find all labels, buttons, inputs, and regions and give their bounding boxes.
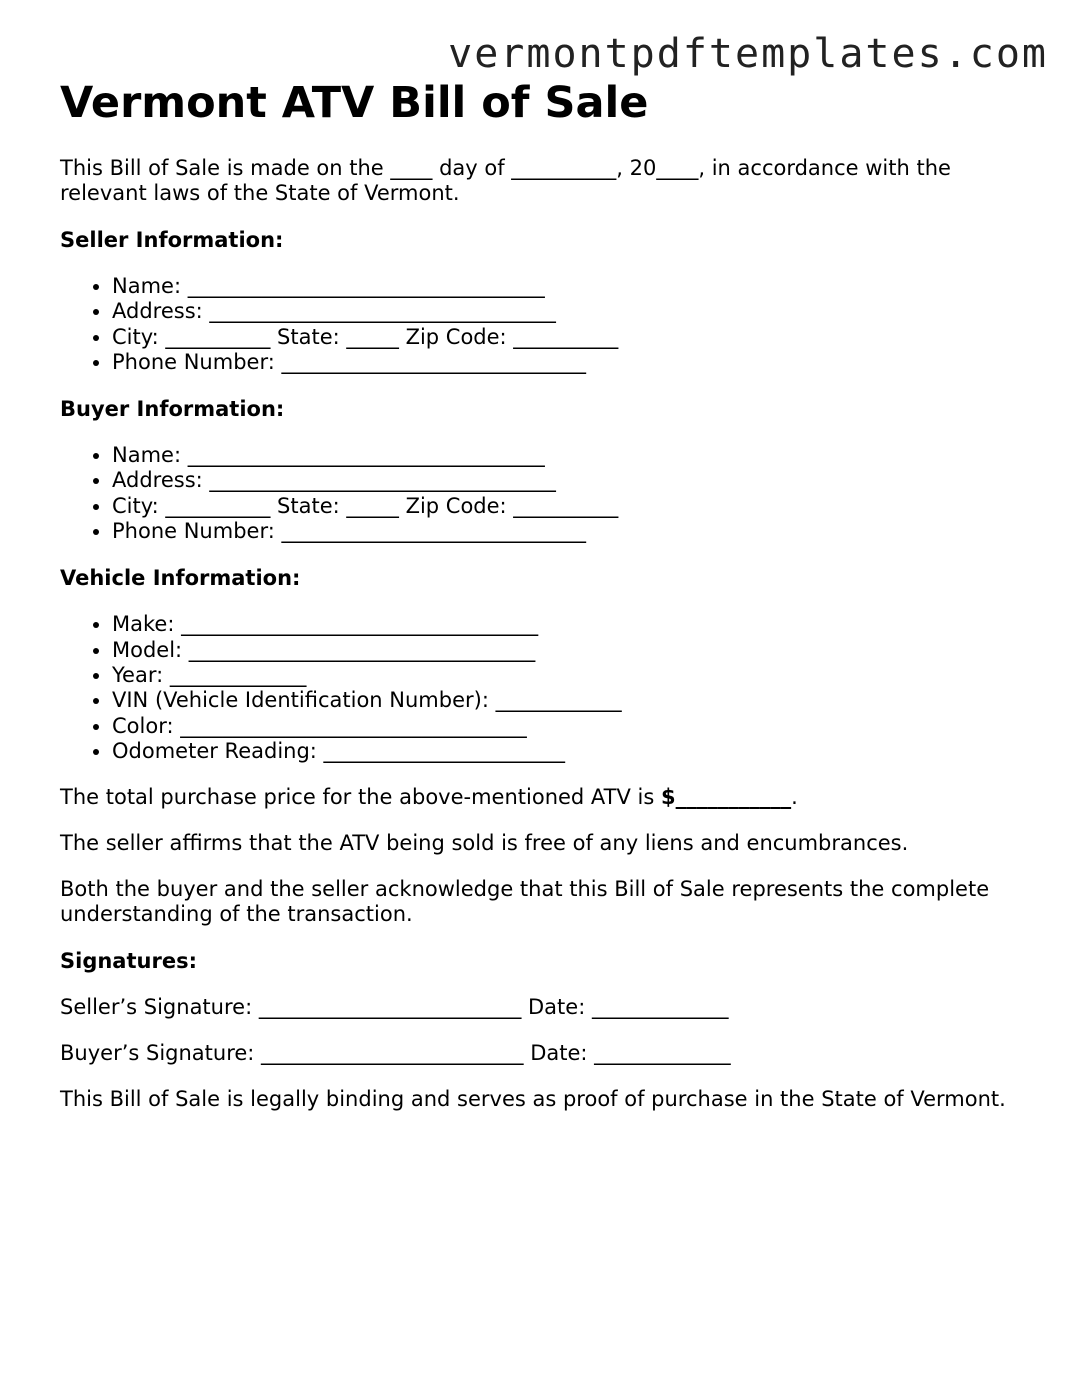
vehicle-section-heading: Vehicle Information: xyxy=(60,566,301,591)
vehicle-model-field: • Model: _________________________________ xyxy=(112,638,1040,663)
vehicle-color-field: • Color: _________________________________ xyxy=(112,714,1040,739)
price-paragraph xyxy=(60,785,1040,810)
seller-section-heading: Seller Information: xyxy=(60,228,284,252)
buyer-signature-line: Buyer’s Signature: _________________________ Date: _____________ xyxy=(60,1041,731,1066)
seller-address-field: • Address: _________________________________ xyxy=(112,299,1040,324)
vehicle-make-field: • Make: __________________________________ xyxy=(112,612,1040,637)
vehicle-vin-field: • VIN (Vehicle Identification Number): ____________ xyxy=(112,688,1040,713)
buyer-fields-list xyxy=(60,443,1040,544)
seller-name-field: • Name: __________________________________ xyxy=(112,274,1040,299)
buyer-phone-field: • Phone Number: _____________________________ xyxy=(112,519,1040,544)
buyer-city-state-zip-field: • City: __________ State: _____ Zip Code: __________ xyxy=(112,494,1040,519)
buyer-address-field: • Address: _________________________________ xyxy=(112,468,1040,493)
price-end: . xyxy=(791,785,798,810)
watermark-text: vermontpdftemplates.com xyxy=(448,31,1048,77)
page-title: Vermont ATV Bill of Sale xyxy=(60,78,649,128)
seller-signature-line: Seller’s Signature: _________________________ Date: _____________ xyxy=(60,995,729,1020)
seller-city-state-zip-field: • City: __________ State: _____ Zip Code: __________ xyxy=(112,325,1040,350)
price-text: The total purchase price for the above-mentioned ATV is xyxy=(60,785,661,810)
document-page xyxy=(60,78,1040,1112)
liens-paragraph: The seller affirms that the ATV being sold is free of any liens and encumbrances. xyxy=(60,831,909,856)
acknowledgement-paragraph: Both the buyer and the seller acknowledge that this Bill of Sale represents the complete understanding of the transaction. xyxy=(60,877,990,927)
seller-fields-list xyxy=(60,274,1040,375)
seller-phone-field: • Phone Number: _____________________________ xyxy=(112,350,1040,375)
buyer-section-heading: Buyer Information: xyxy=(60,397,285,422)
buyer-name-field: • Name: __________________________________ xyxy=(112,443,1040,468)
vehicle-year-field: • Year: _____________ xyxy=(112,663,1040,688)
closing-paragraph: This Bill of Sale is legally binding and serves as proof of purchase in the State of Vermont. xyxy=(60,1087,1006,1112)
vehicle-fields-list xyxy=(60,612,1040,764)
price-amount: $___________ xyxy=(661,785,792,810)
intro-paragraph: This Bill of Sale is made on the ____ day of __________, 20____, in accordance with the relevant laws of the State of Vermont. xyxy=(60,156,951,205)
signatures-heading: Signatures: xyxy=(60,949,197,974)
vehicle-odometer-field: • Odometer Reading: _______________________ xyxy=(112,739,1040,764)
